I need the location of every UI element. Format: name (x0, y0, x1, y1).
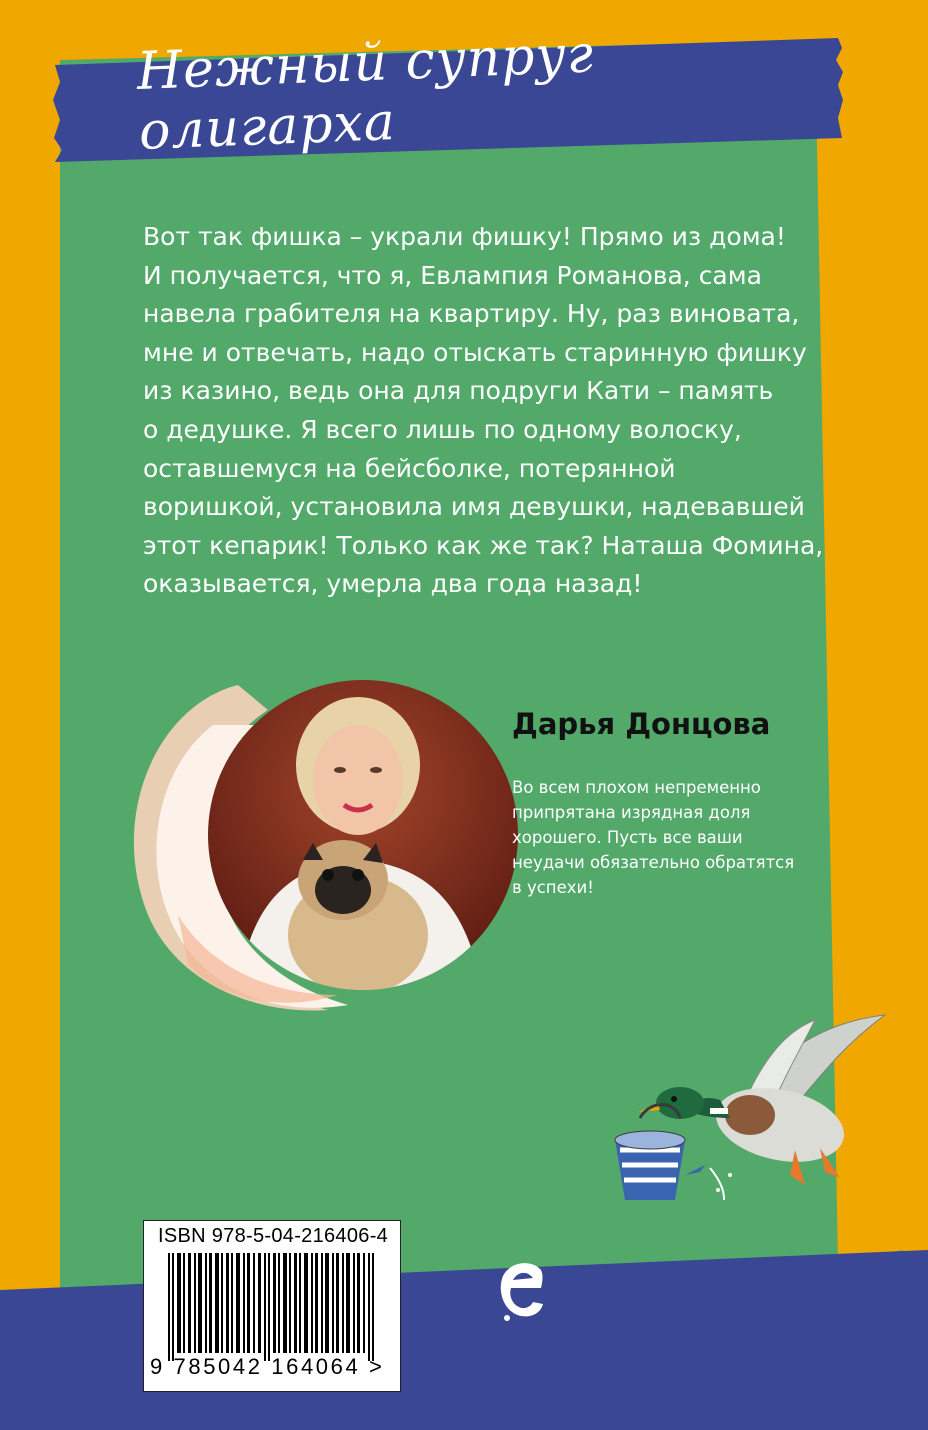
annotation-line: мне и отвечать, надо отыскать старинную фишку (143, 337, 807, 367)
eksmo-logo-icon (497, 1258, 545, 1322)
series-title: Нежный супруг олигарха (135, 24, 595, 162)
annotation-line: оставшемуся на бейсболке, потерянной (143, 453, 676, 483)
annotation-line: этот кепарик! Только как же так? Наташа Фомина, (143, 530, 824, 560)
quote-line: неудачи обязательно обратятся (512, 853, 795, 872)
annotation-line: навела грабителя на квартиру. Ну, раз виновата, (143, 299, 800, 329)
annotation-line: из казино, ведь она для подруги Кати – память (143, 376, 774, 406)
author-quote (512, 775, 832, 900)
annotation-line: о дедушке. Я всего лишь по одному волоску, (143, 414, 742, 444)
annotation-line: воришкой, установила имя девушки, надевавшей (143, 492, 805, 522)
annotation-line: И получается, что я, Евлампия Романова, сама (143, 260, 762, 290)
barcode-digits: 9 785042 164064 > (150, 1354, 385, 1379)
quote-line: Во всем плохом непременно (512, 778, 761, 797)
quote-line: в успехи! (512, 878, 594, 897)
quote-line: хорошего. Пусть все ваши (512, 828, 743, 847)
isbn-barcode-box (143, 1220, 401, 1392)
book-annotation (143, 218, 824, 604)
isbn-label: ISBN 978-5-04-216406-4 (158, 1225, 389, 1247)
barcode-icon (168, 1253, 376, 1361)
annotation-line: оказывается, умерла два года назад! (143, 569, 643, 599)
quote-line: припрятана изрядная доля (512, 803, 751, 822)
annotation-line: Вот так фишка – украли фишку! Прямо из дома! (143, 222, 786, 251)
author-name: Дарья Донцова (512, 707, 771, 741)
author-photo (118, 665, 518, 1025)
duck-illustration (600, 1000, 890, 1200)
